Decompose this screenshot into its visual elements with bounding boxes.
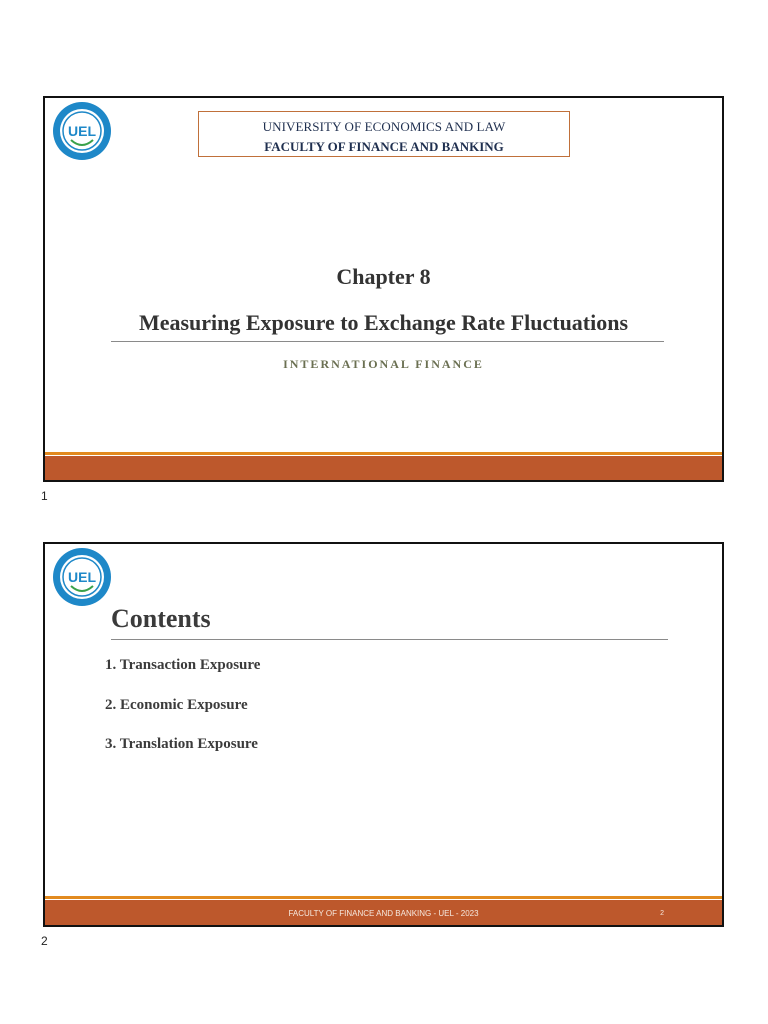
university-name: UNIVERSITY OF ECONOMICS AND LAW [262,119,506,134]
slide-2 [43,542,724,927]
toc-item-translation: 3. Translation Exposure [105,736,258,752]
footer-accent-line [45,452,722,455]
footer-bar [45,900,722,927]
slide-1 [43,96,724,482]
svg-text:UEL: UEL [68,569,96,585]
faculty-name: FACULTY OF FINANCE AND BANKING [264,139,504,154]
institution-header [198,111,570,157]
course-name: INTERNATIONAL FINANCE [283,357,484,371]
chapter-label: Chapter 8 [336,264,431,289]
slide-number: 2 [660,910,664,917]
contents-title: Contents [111,604,211,633]
slide-title: Measuring Exposure to Exchange Rate Fluctuations [138,310,629,335]
svg-text:UEL: UEL [68,123,96,139]
page-number: 1 [41,489,48,503]
uel-logo-icon [51,544,113,610]
title-divider [111,639,668,640]
page-number: 2 [41,934,48,948]
toc-item-economic: 2. Economic Exposure [105,697,248,713]
title-divider [111,341,664,342]
toc-item-transaction: 1. Transaction Exposure [105,657,261,673]
footer-text: FACULTY OF FINANCE AND BANKING - UEL - 2023 [288,909,479,918]
footer-bar [45,456,722,482]
uel-logo-icon [51,98,113,164]
footer-accent-line [45,896,722,899]
